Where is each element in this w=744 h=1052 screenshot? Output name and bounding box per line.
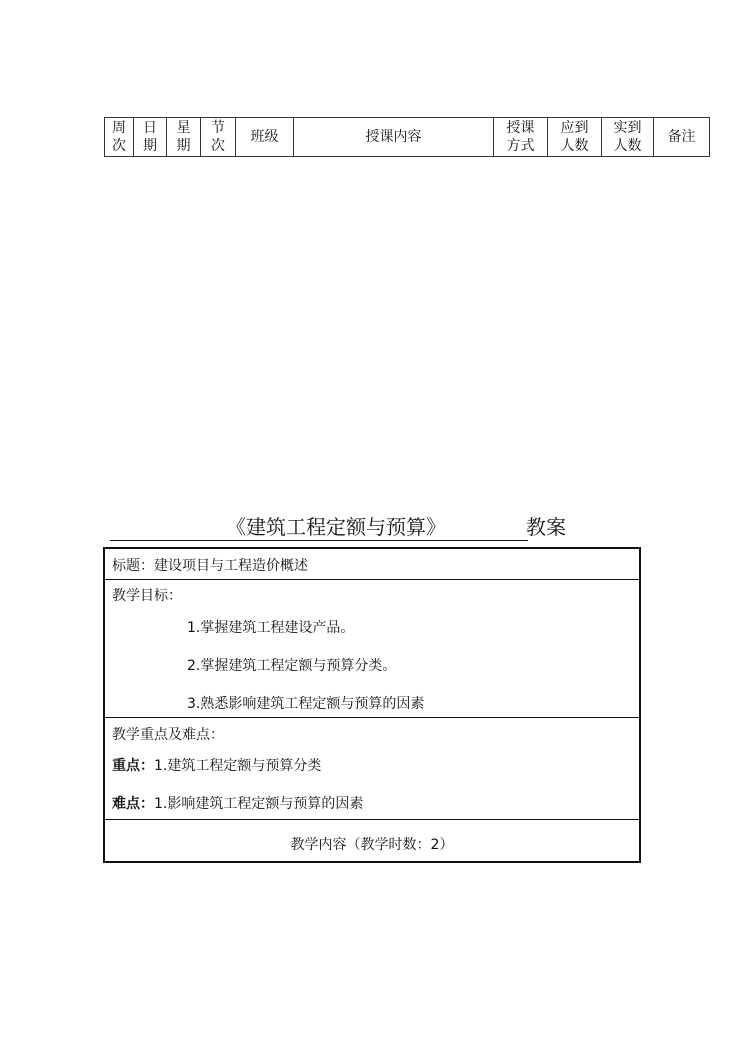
header-week: 周 次 <box>105 118 134 157</box>
keypoints-label: 教学重点及难点： <box>112 727 224 743</box>
lesson-plan-box <box>103 547 641 863</box>
objective-item: 3.熟悉影响建筑工程定额与预算的因素 <box>187 696 425 712</box>
content-section <box>105 820 639 861</box>
content-label: 教学内容（教学时数：2） <box>290 837 454 853</box>
header-content: 授课内容 <box>294 118 494 157</box>
schedule-header-row <box>105 118 710 157</box>
header-remarks: 备注 <box>654 118 710 157</box>
key-text: 1.建筑工程定额与预算分类 <box>154 758 322 774</box>
header-date: 日 期 <box>134 118 167 157</box>
key-point <box>112 755 321 775</box>
title-suffix: 教案 <box>526 515 566 539</box>
difficult-text: 1.影响建筑工程定额与预算的因素 <box>154 796 364 812</box>
topic-section <box>105 549 639 580</box>
objectives-section <box>105 580 639 718</box>
topic-text: 标题：建设项目与工程造价概述 <box>112 558 308 574</box>
header-expected: 应到 人数 <box>548 118 602 157</box>
header-actual: 实到 人数 <box>602 118 654 157</box>
header-method: 授课 方式 <box>494 118 548 157</box>
objectives-label: 教学目标： <box>112 588 182 604</box>
keypoints-section <box>105 718 639 820</box>
header-class: 班级 <box>236 118 294 157</box>
objective-item: 1.掌握建筑工程建设产品。 <box>187 620 355 636</box>
header-weekday: 星 期 <box>167 118 201 157</box>
objective-item: 2.掌握建筑工程定额与预算分类。 <box>187 658 397 674</box>
plan-title <box>110 514 580 544</box>
difficult-label: 难点： <box>112 796 154 812</box>
difficult-point <box>112 793 363 813</box>
header-period: 节 次 <box>201 118 236 157</box>
schedule-table <box>104 117 710 157</box>
course-title: 《建筑工程定额与预算》 <box>110 514 528 541</box>
key-label: 重点： <box>112 758 154 774</box>
